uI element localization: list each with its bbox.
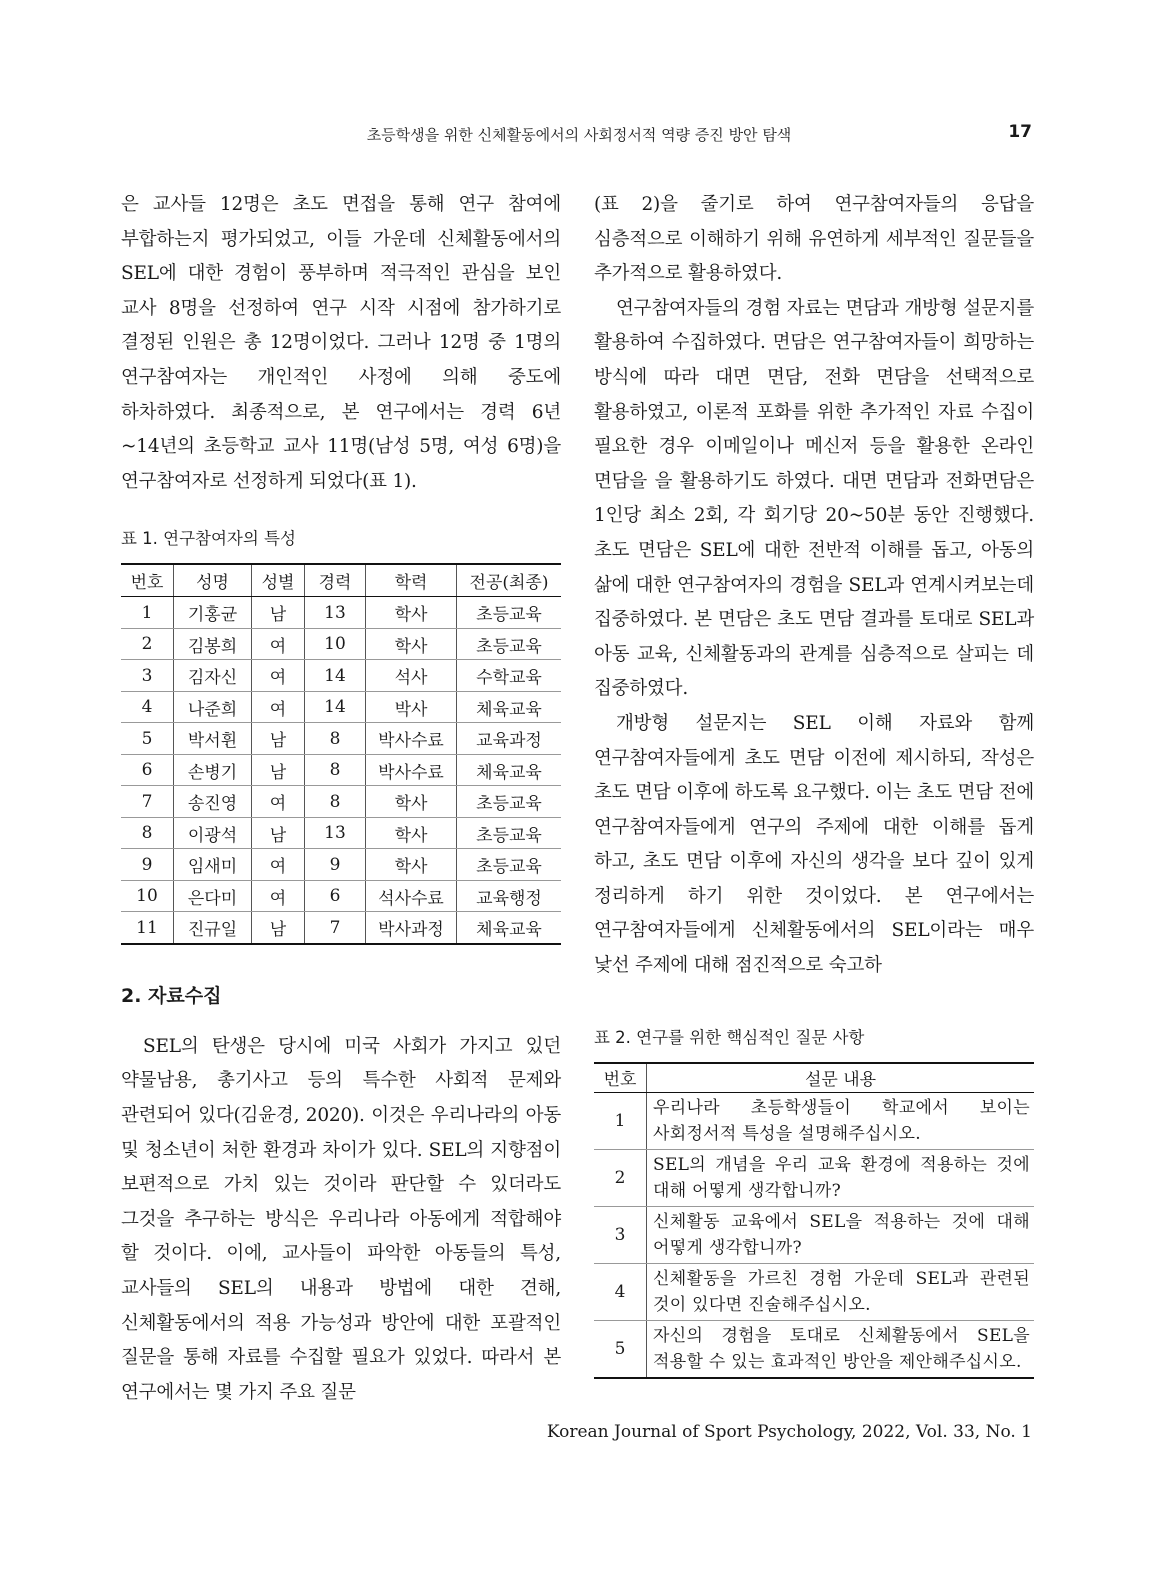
table-cell: 남	[252, 817, 305, 849]
table-cell: 석사수료	[366, 880, 457, 912]
table-row	[121, 597, 561, 629]
table-cell: 6	[121, 754, 174, 786]
table-cell: 4	[121, 691, 174, 723]
table-row	[121, 817, 561, 849]
body-paragraph: 개방형 설문지는 SEL 이해 자료와 함께 연구참여자들에게 초도 면담 이전에 제시하되, 작성은 초도 면담 이후에 하도록 요구했다. 이는 초도 면담 전에 연구참여자들에게 연구의 주제에 대한 이해를 돕게 하고, 초도 면담 이후에 자신의 생각을 보다 깊이 있게 정리하게 하기 위한 것이었다. 본 연구에서는 연구참여자들에게 신체활동에서의 SEL이라는 매우 낯선 주제에 대해 점진적으로 숙고하	[594, 712, 1034, 977]
table-cell: 13	[305, 597, 366, 629]
table-cell: 나준희	[174, 691, 252, 723]
section-heading: 2. 자료수집	[121, 984, 222, 1007]
table-cell: 수학교육	[457, 660, 562, 692]
table-cell: 11	[136, 917, 158, 938]
table-cell: 초등교육	[457, 786, 562, 818]
table-cell: 초등교육	[457, 849, 562, 881]
table-cell: 초등교육	[457, 817, 562, 849]
table-cell: 학사	[366, 597, 457, 629]
table-row	[121, 691, 561, 723]
body-paragraph: 은 교사들 12명은 초도 면접을 통해 연구 참여에 부합하는지 평가되었고, 이들 가운데 신체활동에서의 SEL에 대한 경험이 풍부하며 적극적인 관심을 보인 교사 8명을 선정하여 연구 시작 시점에 참가하기로 결정된 인원은 총 12명이었다. 그러나 12명 중 1명의 연구참여자는 개인적인 사정에 의해 중도에 하차하였다. 최종적으로, 본 연구에서는 경력 6년~14년의 초등학교 교사 11명(남성 5명, 여성 6명)을 연구참여자로 선정하게 되었다(표 1).	[121, 194, 561, 492]
column-header: 번호	[594, 1063, 647, 1093]
table-cell: 체육교육	[457, 754, 562, 786]
table-cell: 14	[305, 691, 366, 723]
table-cell: 8	[305, 786, 366, 818]
table-cell: 학사	[366, 817, 457, 849]
table-cell: 7	[121, 786, 174, 818]
column-header: 경력	[305, 564, 366, 597]
question-number: 5	[594, 1320, 647, 1378]
question-text: 신체활동을 가르친 경험 가운데 SEL과 관련된 것이 있다면 진술해주십시오.	[647, 1263, 1035, 1320]
column-header: 성별	[252, 564, 305, 597]
table-cell: 여	[252, 660, 305, 692]
table-cell: 초등교육	[457, 597, 562, 629]
column-header: 번호	[121, 564, 174, 597]
table-cell: 교육과정	[457, 723, 562, 755]
table-cell: 2	[121, 628, 174, 660]
question-number: 1	[594, 1092, 647, 1149]
body-paragraph: SEL의 탄생은 당시에 미국 사회가 가지고 있던 약물남용, 총기사고 등의 특수한 사회적 문제와 관련되어 있다(김윤경, 2020). 이것은 우리나라의 아동 및 청소년이 처한 환경과 차이가 있다. SEL의 지향점이 보편적으로 가치 있는 것이라 판단할 수 있더라도 그것을 추구하는 방식은 우리나라 아동에게 적합해야 할 것이다. 이에, 교사들이 파악한 아동들의 특성, 교사들의 SEL의 내용과 방법에 대한 견해, 신체활동에서의 적용 가능성과 방안에 대한 포괄적인 질문을 통해 자료를 수집할 필요가 있었다. 따라서 본 연구에서는 몇 가지 주요 질문	[121, 1035, 561, 1403]
table-cell: 교육행정	[457, 880, 562, 912]
table-row	[594, 1092, 1034, 1149]
table-cell: 여	[252, 691, 305, 723]
table-header-row	[121, 564, 561, 597]
table-cell: 5	[121, 723, 174, 755]
page-number: 17	[1008, 122, 1032, 142]
table-row	[121, 660, 561, 692]
participants-table	[121, 563, 561, 945]
table-row	[121, 786, 561, 818]
table-cell: 여	[252, 880, 305, 912]
participants-table-body	[121, 597, 561, 944]
table-cell: 9	[121, 849, 174, 881]
table-cell: 체육교육	[457, 691, 562, 723]
question-text: SEL의 개념을 우리 교육 환경에 적용하는 것에 대해 어떻게 생각합니까?	[647, 1149, 1035, 1206]
journal-footer: Korean Journal of Sport Psychology, 2022, Vol. 33, No. 1	[546, 1422, 1032, 1442]
table-cell: 남	[252, 754, 305, 786]
table-row	[594, 1149, 1034, 1206]
table-cell: 학사	[366, 786, 457, 818]
table-cell: 학사	[366, 849, 457, 881]
table-cell: 10	[305, 628, 366, 660]
table-row	[121, 849, 561, 881]
body-paragraph: 연구참여자들의 경험 자료는 면담과 개방형 설문지를 활용하여 수집하였다. 면담은 연구참여자들이 희망하는 방식에 따라 대면 면담, 전화 면담을 선택적으로 활용하였고, 이론적 포화를 위한 추가적인 자료 수집이 필요한 경우 이메일이나 메신저 등을 활용한 온라인 면담을 을 활용하기도 하였다. 대면 면담과 전화면담은 1인당 최소 2회, 각 회기당 20~50분 동안 진행했다. 초도 면담은 SEL에 대한 전반적 이해를 돕고, 아동의 삶에 대한 연구참여자의 경험을 SEL과 연계시켜보는데 집중하였다. 본 면담은 초도 면담 결과를 토대로 SEL과 아동 교육, 신체활동과의 관계를 심층적으로 살피는 데 집중하였다.	[594, 297, 1034, 700]
right-column	[594, 188, 1034, 1379]
table-cell: 남	[252, 912, 305, 944]
table-cell: 3	[121, 660, 174, 692]
table-row	[594, 1263, 1034, 1320]
questions-table-body	[594, 1092, 1034, 1378]
table-cell: 7	[305, 912, 366, 944]
body-paragraph: (표 2)을 줄기로 하여 연구참여자들의 응답을 심층적으로 이해하기 위해 유연하게 세부적인 질문들을 추가적으로 활용하였다.	[594, 194, 1034, 285]
table-cell: 남	[252, 597, 305, 629]
table-cell: 10	[121, 880, 174, 912]
table-cell: 송진영	[174, 786, 252, 818]
table-cell: 6	[305, 880, 366, 912]
question-text: 우리나라 초등학생들이 학교에서 보이는 사회정서적 특성을 설명해주십시오.	[647, 1092, 1035, 1149]
table-cell: 박사과정	[366, 912, 457, 944]
table-cell: 진규일	[174, 912, 252, 944]
table-cell: 14	[305, 660, 366, 692]
table-row	[121, 912, 561, 944]
table-cell: 박사수료	[366, 723, 457, 755]
table-cell: 남	[252, 723, 305, 755]
table-row	[594, 1320, 1034, 1378]
table-cell: 박사	[366, 691, 457, 723]
table-cell: 여	[252, 786, 305, 818]
questions-table	[594, 1062, 1034, 1379]
table-cell: 여	[252, 628, 305, 660]
table-row	[121, 628, 561, 660]
table-cell: 8	[305, 723, 366, 755]
table-cell: 체육교육	[457, 912, 562, 944]
question-number: 3	[594, 1206, 647, 1263]
table-cell: 기홍균	[174, 597, 252, 629]
table-cell: 임새미	[174, 849, 252, 881]
question-number: 2	[594, 1149, 647, 1206]
table-cell: 박서휜	[174, 723, 252, 755]
table-header-row	[594, 1063, 1034, 1093]
table-cell: 김자신	[174, 660, 252, 692]
table-2-caption: 표 2. 연구를 위한 핵심적인 질문 사항	[594, 1027, 865, 1047]
table-cell: 이광석	[174, 817, 252, 849]
table-row	[121, 723, 561, 755]
column-header: 설문 내용	[647, 1063, 1035, 1093]
table-cell: 학사	[366, 628, 457, 660]
table-cell: 8	[305, 754, 366, 786]
question-number: 4	[594, 1263, 647, 1320]
column-header: 학력	[366, 564, 457, 597]
table-cell: 1	[121, 597, 174, 629]
table-row	[121, 880, 561, 912]
table-cell: 9	[305, 849, 366, 881]
table-cell: 은다미	[174, 880, 252, 912]
table-cell: 박사수료	[366, 754, 457, 786]
table-1-caption: 표 1. 연구참여자의 특성	[121, 529, 296, 549]
column-header: 성명	[174, 564, 252, 597]
table-cell: 8	[121, 817, 174, 849]
column-header: 전공(최종)	[457, 564, 562, 597]
table-cell: 손병기	[174, 754, 252, 786]
table-row	[121, 754, 561, 786]
table-cell: 13	[305, 817, 366, 849]
left-column	[121, 188, 561, 1410]
table-cell: 여	[252, 849, 305, 881]
question-text: 신체활동 교육에서 SEL을 적용하는 것에 대해 어떻게 생각합니까?	[647, 1206, 1035, 1263]
question-text: 자신의 경험을 토대로 신체활동에서 SEL을 적용할 수 있는 효과적인 방안을 제안해주십시오.	[653, 1325, 1030, 1372]
table-cell: 석사	[366, 660, 457, 692]
table-cell: 초등교육	[457, 628, 562, 660]
running-title: 초등학생을 위한 신체활동에서의 사회정서적 역량 증진 방안 탐색	[366, 126, 792, 144]
table-cell: 김봉희	[174, 628, 252, 660]
table-row	[594, 1206, 1034, 1263]
